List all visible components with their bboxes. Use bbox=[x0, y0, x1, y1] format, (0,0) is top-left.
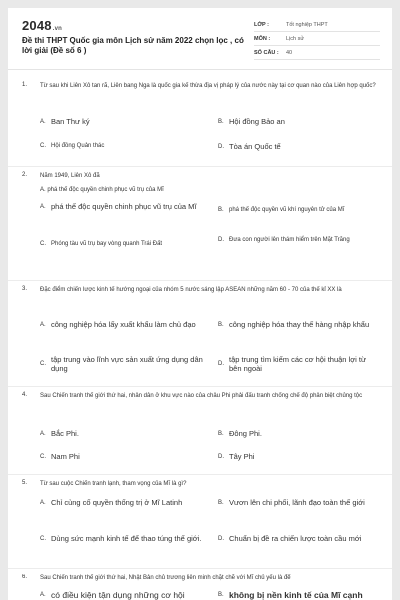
meta-key: MÔN : bbox=[254, 35, 271, 42]
option-letter: B. bbox=[218, 592, 224, 598]
option-text: Hội đồng Quản thác bbox=[51, 143, 105, 149]
meta-key: SỐ CÂU : bbox=[254, 49, 279, 56]
option-text: Dùng sức mạnh kinh tế để thao túng thế giới. bbox=[51, 534, 202, 543]
divider bbox=[8, 280, 392, 281]
option-a[interactable] bbox=[40, 202, 212, 211]
option-letter: B. bbox=[218, 118, 224, 125]
question-5 bbox=[22, 480, 382, 570]
question-text: Từ sau khi Liên Xô tan rã, Liên bang Nga là quốc gia kế thừa địa vị pháp lý của nước này tại cơ quan nào của Liên hợp quốc? bbox=[40, 83, 376, 89]
option-text: tập trung vào lĩnh vực sản xuất ứng dụng dân dụng bbox=[51, 355, 203, 373]
meta-value: Lịch sử bbox=[286, 35, 305, 42]
option-c[interactable] bbox=[40, 240, 216, 248]
option-d[interactable] bbox=[218, 236, 378, 244]
option-letter: C. bbox=[40, 453, 46, 460]
option-letter: C. bbox=[40, 361, 46, 367]
option-c[interactable] bbox=[40, 355, 212, 373]
question-subtext: A. phá thế độc quyền chinh phục vũ trụ của Mĩ bbox=[40, 187, 164, 193]
option-text: phá thế độc quyền vũ khí nguyên tử của Mĩ bbox=[229, 207, 345, 213]
option-letter: A. bbox=[40, 321, 46, 328]
option-letter: A. bbox=[40, 118, 46, 125]
question-text: Từ sau cuộc Chiến tranh lạnh, tham vọng của Mĩ là gì? bbox=[40, 481, 187, 487]
meta-value: Tốt nghiệp THPT bbox=[286, 21, 328, 28]
option-text: có điều kiện tận dụng những cơ hội bbox=[51, 590, 185, 600]
question-number: 3. bbox=[22, 286, 28, 292]
option-letter: B. bbox=[218, 321, 224, 328]
option-text: Đông Phi. bbox=[229, 429, 262, 438]
option-text: Chỉ củng cố quyền thống trị ở Mĩ Latinh bbox=[51, 498, 183, 507]
option-text: Tòa án Quốc tế bbox=[229, 142, 281, 151]
question-number: 4. bbox=[22, 392, 28, 398]
option-b[interactable] bbox=[218, 320, 378, 329]
question-text: Năm 1949, Liên Xô đã bbox=[40, 173, 100, 179]
option-text: Vươn lên chi phối, lãnh đạo toàn thế giới bbox=[229, 498, 365, 507]
option-letter: C. bbox=[40, 143, 46, 149]
question-2 bbox=[22, 172, 382, 282]
option-letter: A. bbox=[40, 499, 46, 506]
question-text: Đặc điểm chiến lược kinh tế hướng ngoại của nhóm 5 nước sáng lập ASEAN những năm 60 - 70 của thế kỉ XX là bbox=[40, 287, 342, 293]
meta-row-subject bbox=[254, 32, 380, 46]
option-text: công nghiệp hóa thay thế hàng nhập khẩu bbox=[229, 320, 370, 329]
question-number: 1. bbox=[22, 82, 28, 88]
question-6 bbox=[22, 574, 382, 600]
option-text: Ban Thư ký bbox=[51, 117, 90, 126]
option-letter: D. bbox=[218, 535, 224, 542]
option-letter: B. bbox=[218, 499, 224, 506]
divider bbox=[8, 386, 392, 387]
option-text: phá thế độc quyền chinh phục vũ trụ của Mĩ bbox=[51, 202, 197, 211]
option-a[interactable] bbox=[40, 429, 210, 438]
question-number: 2. bbox=[22, 172, 28, 178]
option-b[interactable] bbox=[218, 498, 378, 507]
option-b[interactable] bbox=[218, 590, 380, 600]
exam-meta bbox=[254, 18, 380, 60]
option-letter: A. bbox=[40, 592, 46, 598]
page-title: Đề thi THPT Quốc gia môn Lịch sử năm 2022 chọn lọc , có lời giải (Đề số 6 ) bbox=[22, 36, 244, 55]
option-letter: B. bbox=[218, 207, 224, 213]
option-d[interactable] bbox=[218, 534, 378, 543]
meta-row-class bbox=[254, 18, 380, 32]
option-d[interactable] bbox=[218, 452, 378, 461]
option-a[interactable] bbox=[40, 320, 212, 329]
question-number: 5. bbox=[22, 480, 28, 486]
option-text: Phóng tàu vũ trụ bay vòng quanh Trái Đất bbox=[51, 241, 163, 247]
question-number: 6. bbox=[22, 574, 28, 580]
option-text: Bắc Phi. bbox=[51, 429, 79, 438]
option-text: Chuẩn bị đề ra chiến lược toàn cầu mới bbox=[229, 534, 362, 543]
option-letter: A. bbox=[40, 203, 46, 210]
option-b[interactable] bbox=[218, 429, 378, 438]
divider bbox=[8, 474, 392, 475]
option-letter: C. bbox=[40, 535, 46, 542]
option-letter: D. bbox=[218, 143, 224, 150]
question-3 bbox=[22, 286, 382, 396]
option-a[interactable] bbox=[40, 117, 210, 126]
question-text: Sau Chiến tranh thế giới thứ hai, Nhật Bản chủ trương liên minh chặt chẽ với Mĩ chủ yếu là để bbox=[40, 575, 291, 581]
question-4 bbox=[22, 392, 382, 472]
option-d[interactable] bbox=[218, 355, 378, 373]
question-text: Sau Chiến tranh thế giới thứ hai, nhân dân ở khu vực nào của châu Phi phải đấu tranh chống chế độ phân biệt chủng tộc bbox=[40, 393, 363, 399]
logo-suffix: .vn bbox=[52, 26, 63, 32]
document-page bbox=[8, 8, 392, 600]
meta-row-count bbox=[254, 46, 380, 60]
option-letter: D. bbox=[218, 361, 224, 367]
option-letter: D. bbox=[218, 453, 224, 460]
option-letter: D. bbox=[218, 237, 224, 243]
option-c[interactable] bbox=[40, 142, 210, 150]
option-text: công nghiệp hóa lấy xuất khẩu làm chủ đạo bbox=[51, 320, 196, 329]
question-1 bbox=[22, 82, 382, 172]
meta-value: 40 bbox=[286, 49, 293, 56]
option-text: Tây Phi bbox=[229, 452, 255, 461]
option-text: Đưa con người lên thám hiểm trên Mặt Trăng bbox=[229, 237, 350, 243]
divider bbox=[8, 166, 392, 167]
option-text: Hội đồng Bảo an bbox=[229, 117, 285, 126]
option-letter: B. bbox=[218, 430, 224, 437]
option-c[interactable] bbox=[40, 452, 210, 461]
option-b[interactable] bbox=[218, 206, 380, 214]
logo-text: 2048 bbox=[22, 18, 52, 33]
option-a[interactable] bbox=[40, 590, 212, 600]
option-letter: C. bbox=[40, 241, 46, 247]
option-c[interactable] bbox=[40, 534, 212, 543]
option-b[interactable] bbox=[218, 117, 378, 126]
option-text: không bị nền kinh tế của Mĩ cạnh bbox=[229, 590, 363, 600]
meta-key: LỚP : bbox=[254, 21, 269, 28]
option-a[interactable] bbox=[40, 498, 212, 507]
option-text: Nam Phi bbox=[51, 452, 80, 461]
option-letter: A. bbox=[40, 430, 46, 437]
option-text: tập trung tìm kiếm các cơ hội thuận lợi từ bên ngoài bbox=[229, 355, 366, 373]
option-d[interactable] bbox=[218, 142, 378, 151]
document-header bbox=[8, 8, 392, 70]
divider bbox=[8, 568, 392, 569]
